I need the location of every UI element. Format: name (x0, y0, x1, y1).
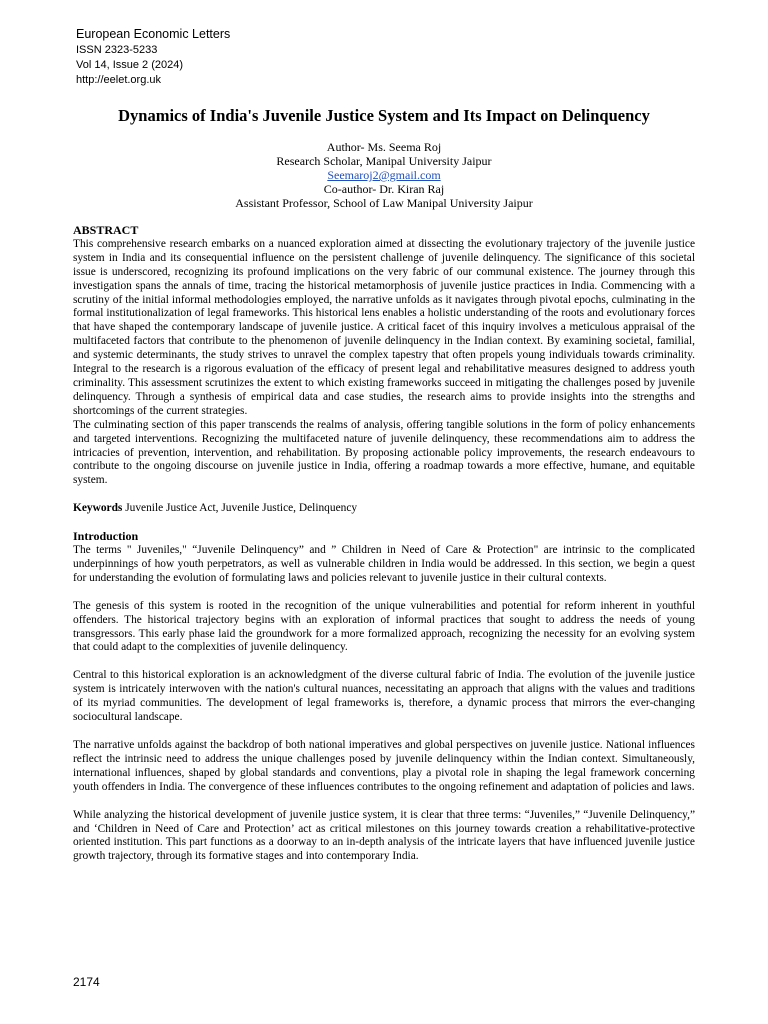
paper-title: Dynamics of India's Juvenile Justice System and Its Impact on Delinquency (118, 106, 650, 125)
introduction-paragraph: The genesis of this system is rooted in the recognition of the unique vulnerabilities and potential for reform inherent in youthful offenders. The historical trajectory begins with an exploration of informal practices that sought to address the needs of young transgressors. This early phase laid the groundwork for a more formalized approach, recognizing the necessity for an evolving system that could adapt to the complexities of juvenile delinquency. (73, 599, 695, 654)
introduction-paragraph: Central to this historical exploration is an acknowledgment of the diverse cultural fabric of India. The evolution of the juvenile justice system is intricately interwoven with the nation's cultural nuances, necessitating an approach that aligns with the values and traditions of its myriad communities. The development of legal frameworks is, therefore, a dynamic process that mirrors the ever-changing sociocultural landscape. (73, 669, 695, 724)
author-name: Author- Ms. Seema Roj (326, 140, 442, 154)
introduction-paragraph: While analyzing the historical development of juvenile justice system, it is clear that three terms: “Juveniles,” “Juvenile Delinquency,” and ‘Children in Need of Care and Protection’ act as critical milestones on this journey towards creation a rehabilitative-protective oriented institution. This part functions as a doorway to an in-depth analysis of the intricate layers that have influenced juvenile justice growth trajectory, through its formative stages and into contemporary India. (73, 808, 695, 863)
paper-body (73, 224, 695, 864)
keywords-label: Keywords (73, 502, 123, 515)
journal-issn: ISSN 2323-5233 (76, 44, 158, 56)
author-affiliation: Research Scholar, Manipal University Jaipur (276, 154, 492, 168)
journal-header (76, 26, 230, 88)
journal-volume: Vol 14, Issue 2 (2024) (76, 59, 184, 71)
introduction-paragraph: The narrative unfolds against the backdrop of both national imperatives and global perspectives on juvenile justice. National influences reflect the intrinsic need to address the unique challenges posed by juvenile delinquency within the Indian context. Simultaneously, international influences, shaped by global standards and conventions, play a pivotal role in shaping the legal framework concerning youth offenders in India. The convergence of these influences contributes to the ongoing refinement and adaptation of policies and laws. (73, 739, 695, 793)
author-block (0, 140, 768, 210)
coauthor-name: Co-author- Dr. Kiran Raj (323, 182, 445, 196)
keywords-line (73, 502, 695, 516)
abstract-paragraph: The culminating section of this paper transcends the realms of analysis, offering tangible solutions in the form of policy enhancements and targeted interventions. Recognizing the multifaceted nature of juvenile delinquency, these recommendations aim to address the intricacies of prevention, intervention, and rehabilitation. By proposing actionable policy improvements, the research endeavours to contribute to the ongoing discourse on juvenile justice in India, offering a roadmap towards a more effective, humane, and equitable system. (73, 418, 695, 487)
abstract-paragraph: This comprehensive research embarks on a nuanced exploration aimed at dissecting the evolutionary trajectory of the juvenile justice system in India and its consequential influence on the persistent challenge of juvenile delinquency. The significance of this societal issue is underscored, recognizing its profound implications on the very fabric of our communal existence. The journey through this investigation spans the annals of time, tracing the historical metamorphosis of juvenile justice practices in India. Commencing with a scrutiny of the initial informal methodologies employed, the narrative unfolds as it navigates through pivotal epochs, culminating in the formal institutionalization of legal frameworks. This historical lens enables a holistic understanding of the roots and evolutionary forces that have shaped the contemporary landscape of juvenile justice. A critical facet of this inquiry involves a meticulous appraisal of the multifaceted factors that contribute to the phenomenon of juvenile delinquency in the Indian context. By examining societal, familial, and systemic determinants, the study strives to unravel the complex tapestry that often propels young individuals towards criminality. Integral to the research is a rigorous evaluation of the efficacy of present legal and rehabilitative measures designed to address youth criminality. This assessment scrutinizes the extent to which existing frameworks succeed in mitigating the challenges posed by juvenile delinquency. Through a synthesis of empirical data and case studies, the research aims to provide insights into the strengths and shortcomings of the current strategies. (73, 237, 695, 417)
introduction-paragraph: The terms " Juveniles," “Juvenile Delinquency” and ” Children in Need of Care & Protection" are intrinsic to the complicated underpinnings of how youth perpetrators, as well as vulnerable children in India would be addressed. In this section, we begin a quest for understanding the evolution of formulating laws and policies relevant to juvenile justice in their cultural contexts. (73, 544, 695, 584)
keywords-text: Juvenile Justice Act, Juvenile Justice, Delinquency (122, 502, 358, 515)
author-email-link[interactable]: Seemaroj2@gmail.com (327, 168, 441, 182)
page-number: 2174 (73, 975, 100, 989)
introduction-heading: Introduction (73, 529, 139, 544)
journal-url: http://eelet.org.uk (76, 74, 161, 86)
journal-name: European Economic Letters (76, 27, 231, 41)
abstract-heading: ABSTRACT (73, 223, 139, 237)
coauthor-affiliation: Assistant Professor, School of Law Manipal University Jaipur (235, 196, 533, 210)
